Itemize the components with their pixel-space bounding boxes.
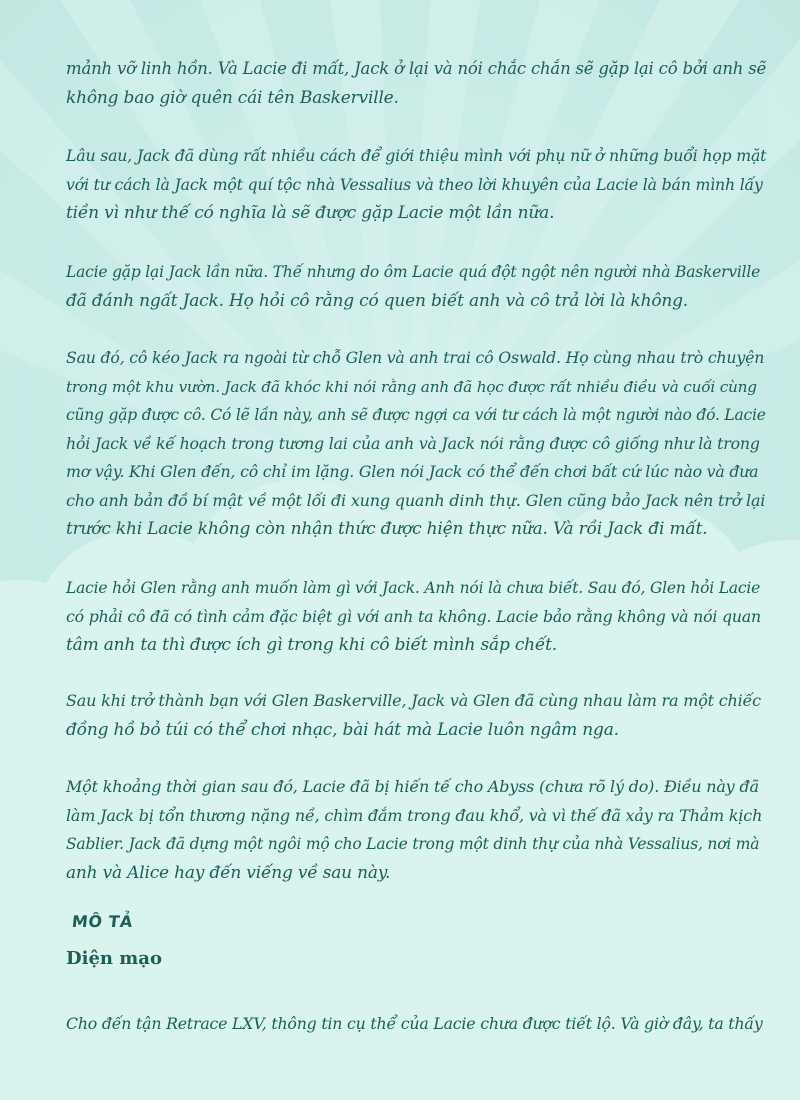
paragraph-4: Sau đó, cô kéo Jack ra ngoài từ chỗ Glen và anh trai cô Oswald. Họ cùng nhau trò chuyện trong một khu vườn. Jack đã khóc khi nói rằng anh đã học được rất nhiều điều và cuối cùng cũng gặp được cô. Có lẽ lần này, anh sẽ được ngợi ca với tư cách là một người nào đó. Lacie hỏi Jack về kế hoạch trong tương lai của anh và Jack nói rằng được cô giống như là trong mơ vậy. Khi Glen đến, cô chỉ im lặng. Glen nói Jack có thể đến chơi bất cứ lúc nào và đưa cho anh bản đồ bí mật về một lối đi xung quanh dinh thự. Glen cũng bảo Jack nên trở lại trước khi Lacie không còn nhận thức được hiện thực nữa. Và rồi Jack đi mất. [66,348,766,539]
paragraph-2: Lâu sau, Jack đã dùng rất nhiều cách để giới thiệu mình với phụ nữ ở những buổi họp mặt với tư cách là Jack một quí tộc nhà Vessalius và theo lời khuyên của Lacie là bán mình lấy tiền vì như thế có nghĩa là sẽ được gặp Lacie một lần nữa. [66,146,767,223]
paragraph-6: Sau khi trở thành bạn với Glen Baskerville, Jack và Glen đã cùng nhau làm ra một chiếc đồng hồ bỏ túi có thể chơi nhạc, bài hát mà Lacie luôn ngâm nga. [66,691,761,740]
paragraph-5: Lacie hỏi Glen rằng anh muốn làm gì với Jack. Anh nói là chưa biết. Sau đó, Glen hỏi Lacie có phải cô đã có tình cảm đặc biệt gì với anh ta không. Lacie bảo rằng không và nói quan tâm anh ta thì được ích gì trong khi cô biết mình sắp chết. [66,579,761,655]
paragraph-3: Lacie gặp lại Jack lần nữa. Thế nhưng do ôm Lacie quá đột ngột nên người nhà Baskerville đã đánh ngất Jack. Họ hỏi cô rằng có quen biết anh và cô trả lời là không. [66,263,761,311]
paragraph-1: mảnh vỡ linh hồn. Và Lacie đi mất, Jack ở lại và nói chắc chắn sẽ gặp lại cô bởi anh sẽ không bao giờ quên cái tên Baskerville. [66,59,767,108]
paragraph-7: Một khoảng thời gian sau đó, Lacie đã bị hiến tế cho Abyss (chưa rõ lý do). Điều này đã làm Jack bị tổn thương nặng nề, chìm đắm trong đau khổ, và vì thế đã xảy ra Thảm kịch Sablier. Jack đã dựng một ngôi mộ cho Lacie trong một dinh thự của nhà Vessalius, nơi mà anh và Alice hay đến viếng về sau này. [66,777,763,883]
paragraph-8: Cho đến tận Retrace LXV, thông tin cụ thể của Lacie chưa được tiết lộ. Và giờ đây, ta thấy [66,1014,763,1033]
subsection-heading: Diện mạo [66,948,162,969]
section-heading: MÔ TẢ [71,912,134,931]
